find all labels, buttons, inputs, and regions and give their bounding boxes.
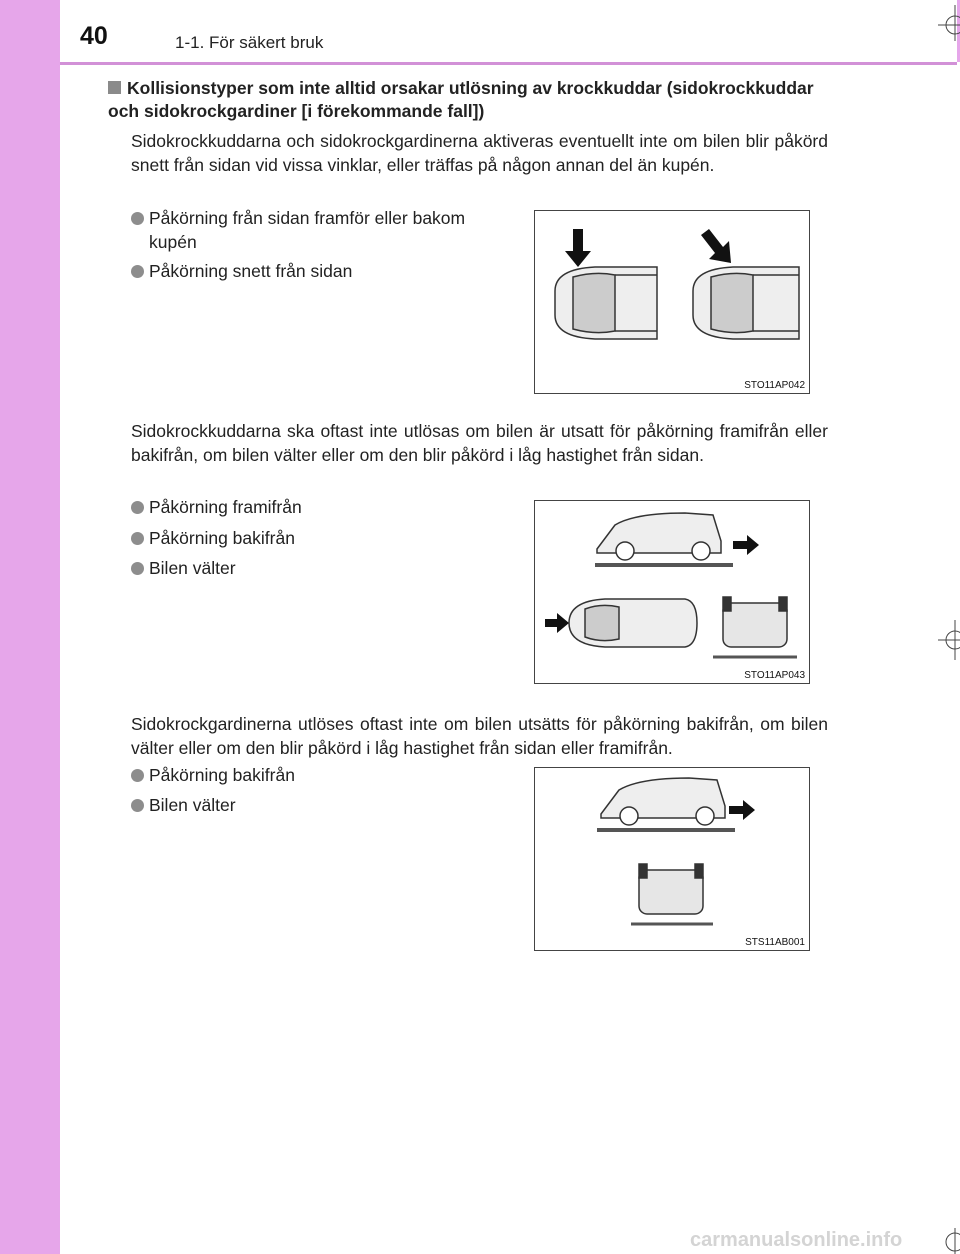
figure-code: STO11AP043 xyxy=(744,670,805,681)
bullet-dot-icon xyxy=(131,562,144,575)
bullet-dot-icon xyxy=(131,769,144,782)
figure-code: STS11AB001 xyxy=(745,937,805,948)
list-item-text: Bilen välter xyxy=(149,795,236,815)
list-item-text: Påkörning snett från sidan xyxy=(149,261,353,281)
bullet-dot-icon xyxy=(131,501,144,514)
list-item-text: Påkörning från sidan framför eller bakom xyxy=(149,208,466,228)
figure-code: STO11AP042 xyxy=(744,380,805,391)
bullet-dot-icon xyxy=(131,265,144,278)
side-impact-illustration-icon xyxy=(535,211,809,393)
list-item-text: Påkörning bakifrån xyxy=(149,528,295,548)
page-number: 40 xyxy=(80,22,108,50)
bullet-dot-icon xyxy=(131,799,144,812)
crop-mark-icon xyxy=(938,5,960,41)
list-item xyxy=(131,763,295,787)
crop-mark-icon xyxy=(938,620,960,660)
paragraph-1: Sidokrockkuddarna och sidokrockgardinerna aktiveras eventuellt inte om bilen blir påkörd snett från sidan vid vissa vinklar, eller träffas på någon annan del än kupén. xyxy=(131,131,828,175)
list-item-text: Påkörning bakifrån xyxy=(149,765,295,785)
figure-side-impact xyxy=(534,210,810,394)
bullet-dot-icon xyxy=(131,212,144,225)
crop-mark-icon xyxy=(938,1228,960,1254)
list-item xyxy=(131,793,236,817)
figure-front-rear-rollover xyxy=(534,500,810,684)
left-margin-band xyxy=(0,0,60,1254)
list-item xyxy=(131,206,465,254)
list-item-text: Bilen välter xyxy=(149,558,236,578)
paragraph-3: Sidokrockgardinerna utlöses oftast inte om bilen utsätts för påkörning bakifrån, om bilen välter eller om den blir påkörd i låg hastighet från sidan eller framifrån. xyxy=(131,714,828,758)
list-item xyxy=(131,259,352,283)
watermark: carmanualsonline.info xyxy=(690,1229,903,1251)
list-item xyxy=(131,526,295,550)
section-title: 1-1. För säkert bruk xyxy=(175,33,324,52)
heading-text: Kollisionstyper som inte alltid orsakar utlösning av krockkuddar (sidokrockkuddar och sidokrockgardiner [i förekommande fall]) xyxy=(108,78,814,121)
list-item-text: Påkörning framifrån xyxy=(149,497,302,517)
list-item-text-cont: kupén xyxy=(149,232,197,252)
front-rear-rollover-illustration-icon xyxy=(535,501,809,683)
rear-rollover-illustration-icon xyxy=(535,768,809,950)
header-rule xyxy=(60,62,957,65)
square-bullet-icon xyxy=(108,81,121,94)
figure-rear-rollover xyxy=(534,767,810,951)
bullet-dot-icon xyxy=(131,532,144,545)
section-heading xyxy=(108,77,828,123)
list-item xyxy=(131,556,236,580)
paragraph-2: Sidokrockkuddarna ska oftast inte utlösas om bilen är utsatt för påkörning framifrån eller bakifrån, om bilen välter eller om den blir påkörd i låg hastighet från sidan. xyxy=(131,421,828,465)
list-item xyxy=(131,495,302,519)
